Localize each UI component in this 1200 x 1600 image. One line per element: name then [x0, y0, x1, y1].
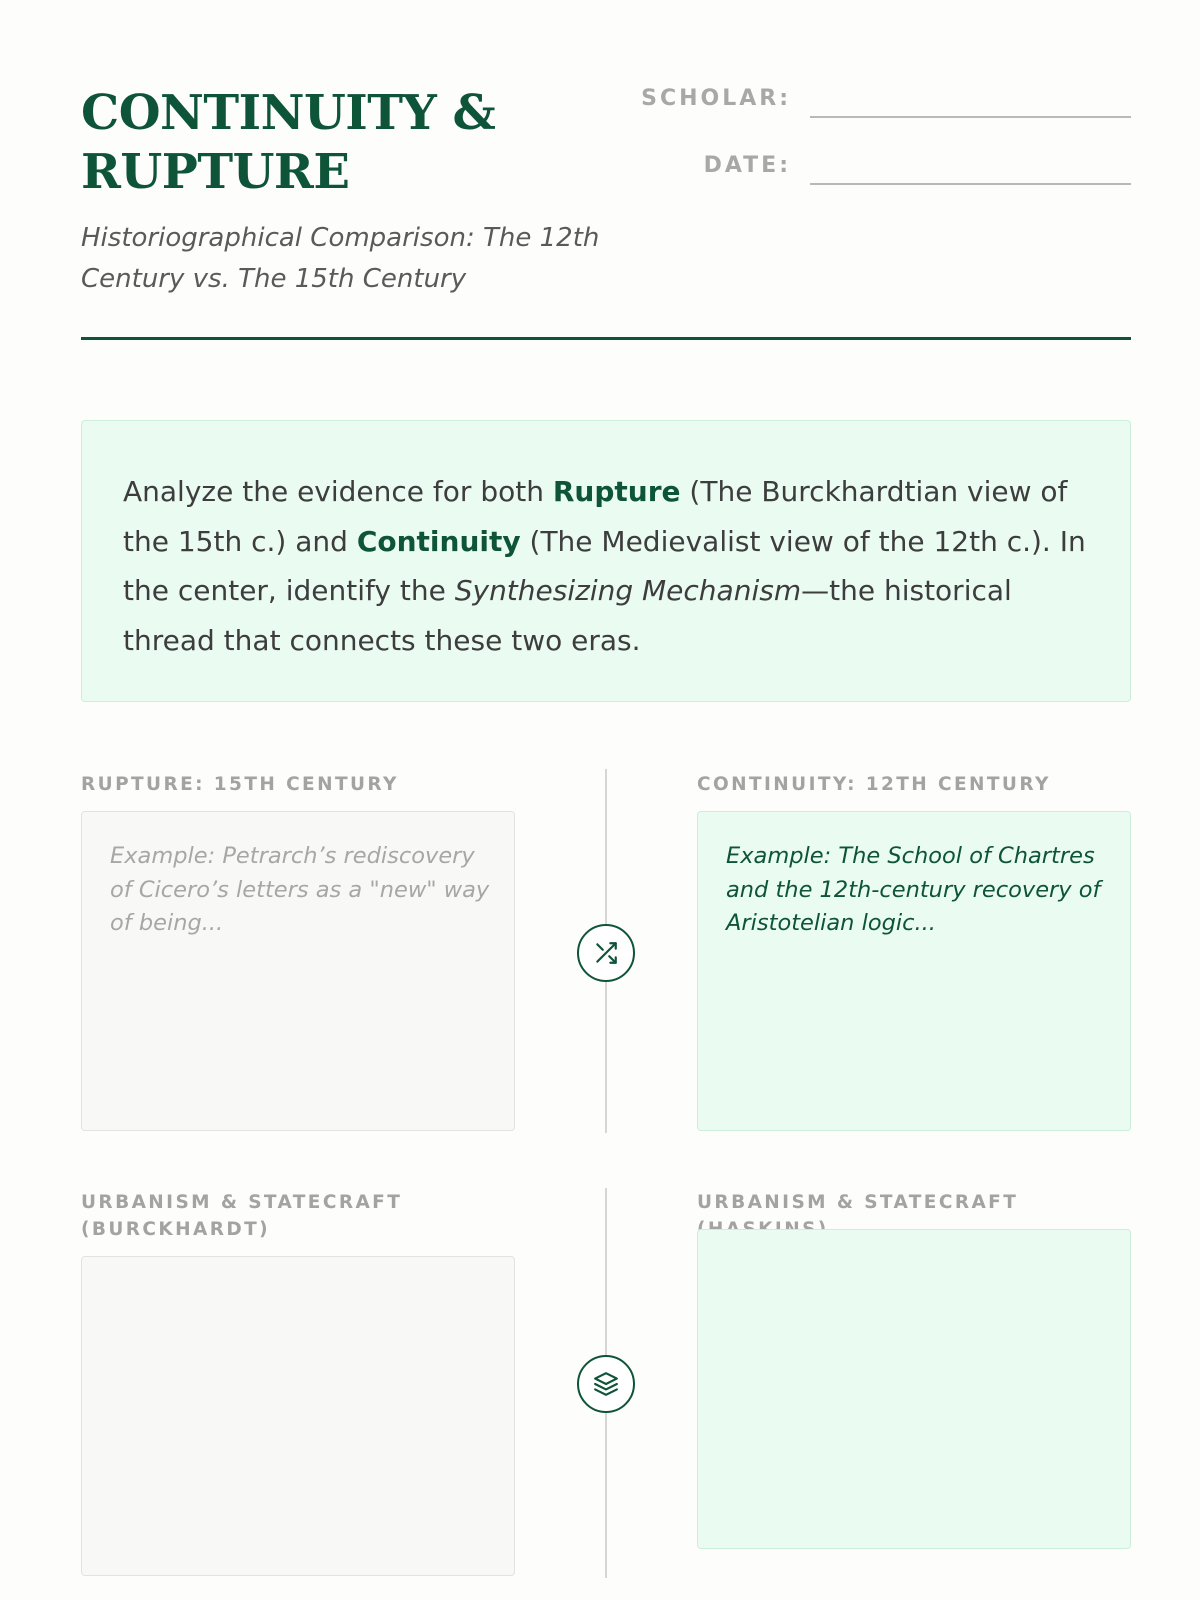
scholar-field[interactable] — [810, 116, 1131, 118]
instructions-box — [81, 420, 1131, 702]
page-subtitle: Historiographical Comparison: The 12th Century vs. The 15th Century — [81, 223, 600, 294]
title-line-1: CONTINUITY & — [81, 85, 496, 141]
date-field[interactable] — [810, 183, 1131, 185]
layers-icon — [593, 1371, 619, 1397]
rupture-section-label: RUPTURE: 15TH CENTURY — [81, 774, 399, 795]
burckhardt-section-label: URBANISM & STATECRAFT (BURCKHARDT) — [81, 1192, 403, 1240]
rupture-response-box[interactable]: Example: Petrarch’s rediscovery of Cicero’s letters as a "new" way of being... — [81, 811, 515, 1131]
instructions-text-3: (The Medievalist view of the 12th c.). In the center, identify the — [123, 524, 1086, 607]
continuity-section-label: CONTINUITY: 12TH CENTURY — [697, 774, 1051, 795]
mechanism-term: Synthesizing Mechanism — [454, 574, 802, 607]
scholar-label: SCHOLAR: — [641, 86, 791, 111]
instructions-text-2: (The Burckhardtian view of the 15th c.) and — [123, 475, 1068, 558]
haskins-response-box[interactable] — [697, 1229, 1131, 1549]
shuffle-icon — [593, 940, 619, 966]
instructions-text-4: —the historical thread that connects these two eras. — [123, 574, 1012, 657]
rupture-term: Rupture — [552, 475, 681, 508]
synthesis-button[interactable] — [577, 924, 635, 982]
continuity-response-box[interactable]: Example: The School of Chartres and the 12th-century recovery of Aristotelian logic... — [697, 811, 1131, 1131]
instructions-text-1: Analyze the evidence for both — [123, 475, 553, 508]
continuity-term: Continuity — [356, 524, 521, 558]
synthesis-button[interactable] — [577, 1355, 635, 1413]
worksheet — [81, 0, 1131, 1600]
haskins-section-label: URBANISM & STATECRAFT — [697, 1192, 1019, 1213]
title-line-2: RUPTURE — [81, 144, 350, 200]
date-label: DATE: — [703, 153, 791, 178]
burckhardt-response-box[interactable] — [81, 1256, 515, 1576]
header-divider — [81, 337, 1131, 340]
